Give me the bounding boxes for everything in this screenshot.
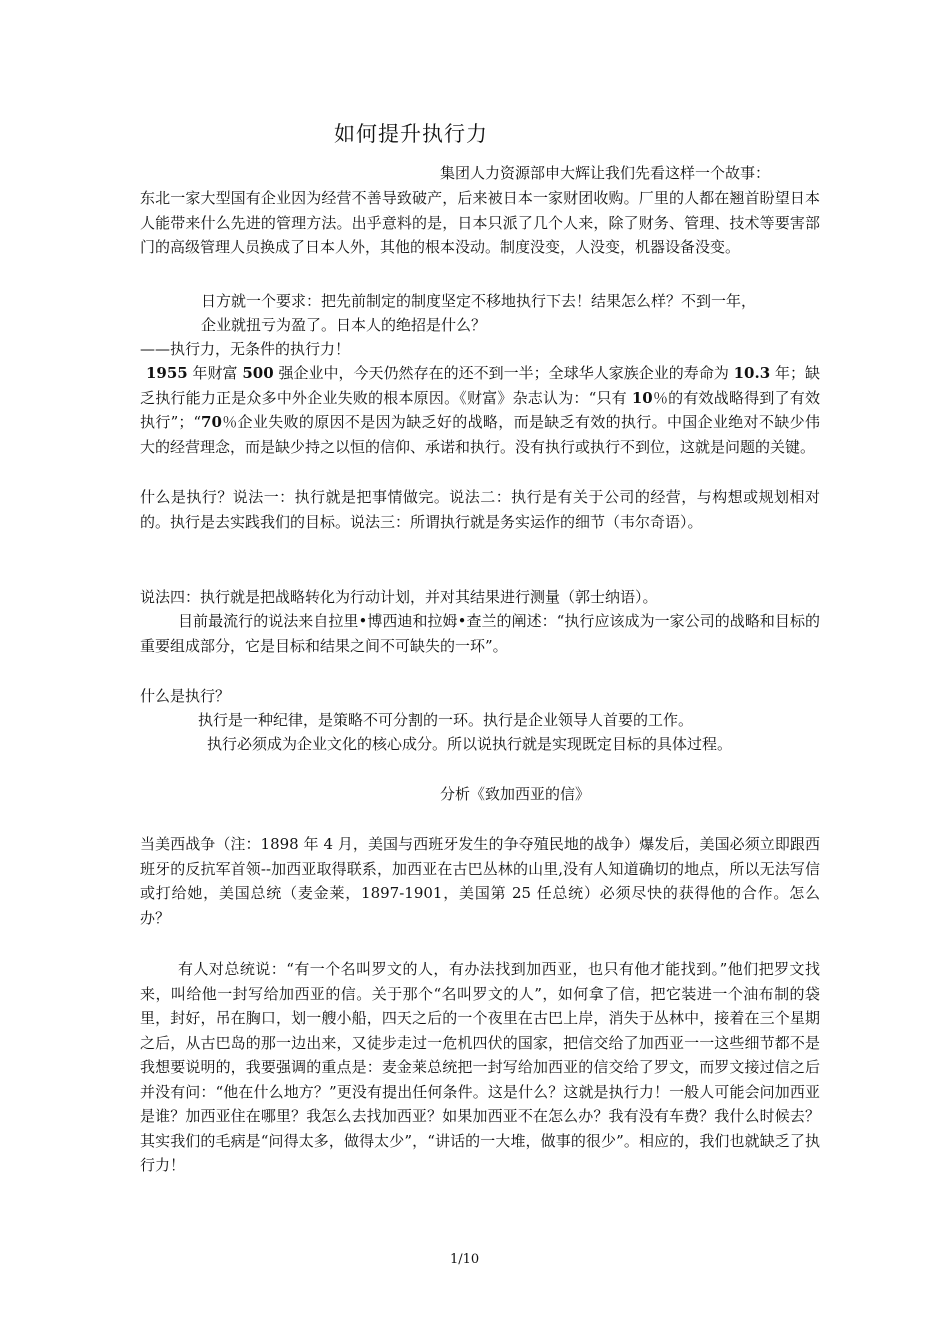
story-paragraph-2-line-2: 企业就扭亏为盈了。日本人的绝招是什么？: [201, 316, 487, 334]
answer-line: ——执行力，无条件的执行力！: [140, 340, 351, 358]
number-70: 70: [201, 413, 222, 431]
number-500: 500: [242, 364, 274, 382]
document-title: 如何提升执行力: [334, 122, 488, 146]
popular-definition-paragraph: 目前最流行的说法来自拉里•博西迪和拉姆•查兰的阐述：“执行应该成为一家公司的战略和目标的重要组成部分，它是目标和结果之间不可缺失的一环”。: [140, 612, 820, 655]
fortune-text-5: ％企业失败的原因不是因为缺乏好的战略，而是缺乏有效的执行。中国企业绝对不缺少伟大的经营理念，而是缺少持之以恒的信仰、承诺和执行。没有执行或执行不到位，这就是问题的关键。: [140, 413, 820, 456]
fortune-text-2: 强企业中，今天仍然存在的还不到一半；全球华人家族企业的寿命为: [273, 364, 734, 382]
definition-4: 说法四：执行就是把战略转化为行动计划，并对其结果进行测量（郭士纳语）。: [140, 588, 658, 606]
number-10: 10: [631, 388, 653, 407]
year-1955: 1955: [146, 364, 188, 382]
what-is-execution-answer-2: 执行必须成为企业文化的核心成分。所以说执行就是实现既定目标的具体过程。: [207, 735, 733, 753]
page-number: 1/10: [450, 1252, 480, 1267]
number-10-3: 10.3: [733, 364, 771, 382]
fortune-paragraph: [140, 361, 820, 459]
story-paragraph-2-line-1: 日方就一个要求：把先前制定的制度坚定不移地执行下去！结果怎么样？不到一年，: [201, 292, 757, 310]
spanish-american-war-paragraph: 当美西战争（注：1898 年 4 月，美国与西班牙发生的争夺殖民地的战争）爆发后，美国必须立即跟西班牙的反抗军首领--加西亚取得联系，加西亚在古巴丛林的山里,没有人知道确切的地点，所以无法写信或打给她，美国总统（麦金莱，1897-1901，美国第 25 任总统）必须尽快的获得他的合作。怎么办？: [140, 835, 820, 927]
definitions-paragraph: 什么是执行？说法一：执行就是把事情做完。说法二：执行是有关于公司的经营，与构想或规划相对的。执行是去实践我们的目标。说法三：所谓执行就是务实运作的细节（韦尔奇语）。: [140, 488, 820, 531]
author-intro: 集团人力资源部申大辉让我们先看这样一个故事：: [440, 164, 771, 182]
fortune-text-4: ％的有效战略得到了有效执行”；“: [140, 388, 820, 431]
rowan-paragraph: 有人对总统说：“有一个名叫罗文的人，有办法找到加西亚，也只有他才能找到。”他们把罗文找来，叫给他一封写给加西亚的信。关于那个“名叫罗文的人”，如何拿了信，把它装进一个油布制的袋里，封好，吊在胸口，划一艘小船，四天之后的一个夜里在古巴上岸，消失于丛林中，接着在三个星期之后，从古巴岛的那一边出来，又徒步走过一危机四伏的国家，把信交给了加西亚一一这些细节都不是我想要说明的，我要强调的重点是：麦金莱总统把一封写给加西亚的信交给了罗文，而罗文接过信之后并没有问：“他在什么地方？”更没有提出任何条件。这是什么？这就是执行力！一般人可能会问加西亚是谁？加西亚住在哪里？我怎么去找加西亚？如果加西亚不在怎么办？我有没有车费？我什么时候去？其实我们的毛病是“问得太多，做得太少”，“讲话的一大堆，做事的很少”。相应的，我们也就缺乏了执行力！: [140, 960, 820, 1174]
fortune-text-1: 年财富: [187, 364, 243, 382]
fortune-text-3: 年；缺乏执行能力正是众多中外企业失败的根本原因。《财富》杂志认为：“只有: [140, 364, 820, 407]
section-title: 分析《致加西亚的信》: [440, 785, 591, 803]
what-is-execution-question: 什么是执行？: [140, 687, 231, 705]
story-paragraph-1: 东北一家大型国有企业因为经营不善导致破产，后来被日本一家财团收购。厂里的人都在翘首盼望日本人能带来什么先进的管理方法。出乎意料的是，日本只派了几个人来，除了财务、管理、技术等要害部门的高级管理人员换成了日本人外，其他的根本没动。制度没变，人没变，机器设备没变。: [140, 189, 820, 256]
what-is-execution-answer-1: 执行是一种纪律，是策略不可分割的一环。执行是企业领导人首要的工作。: [198, 711, 694, 729]
